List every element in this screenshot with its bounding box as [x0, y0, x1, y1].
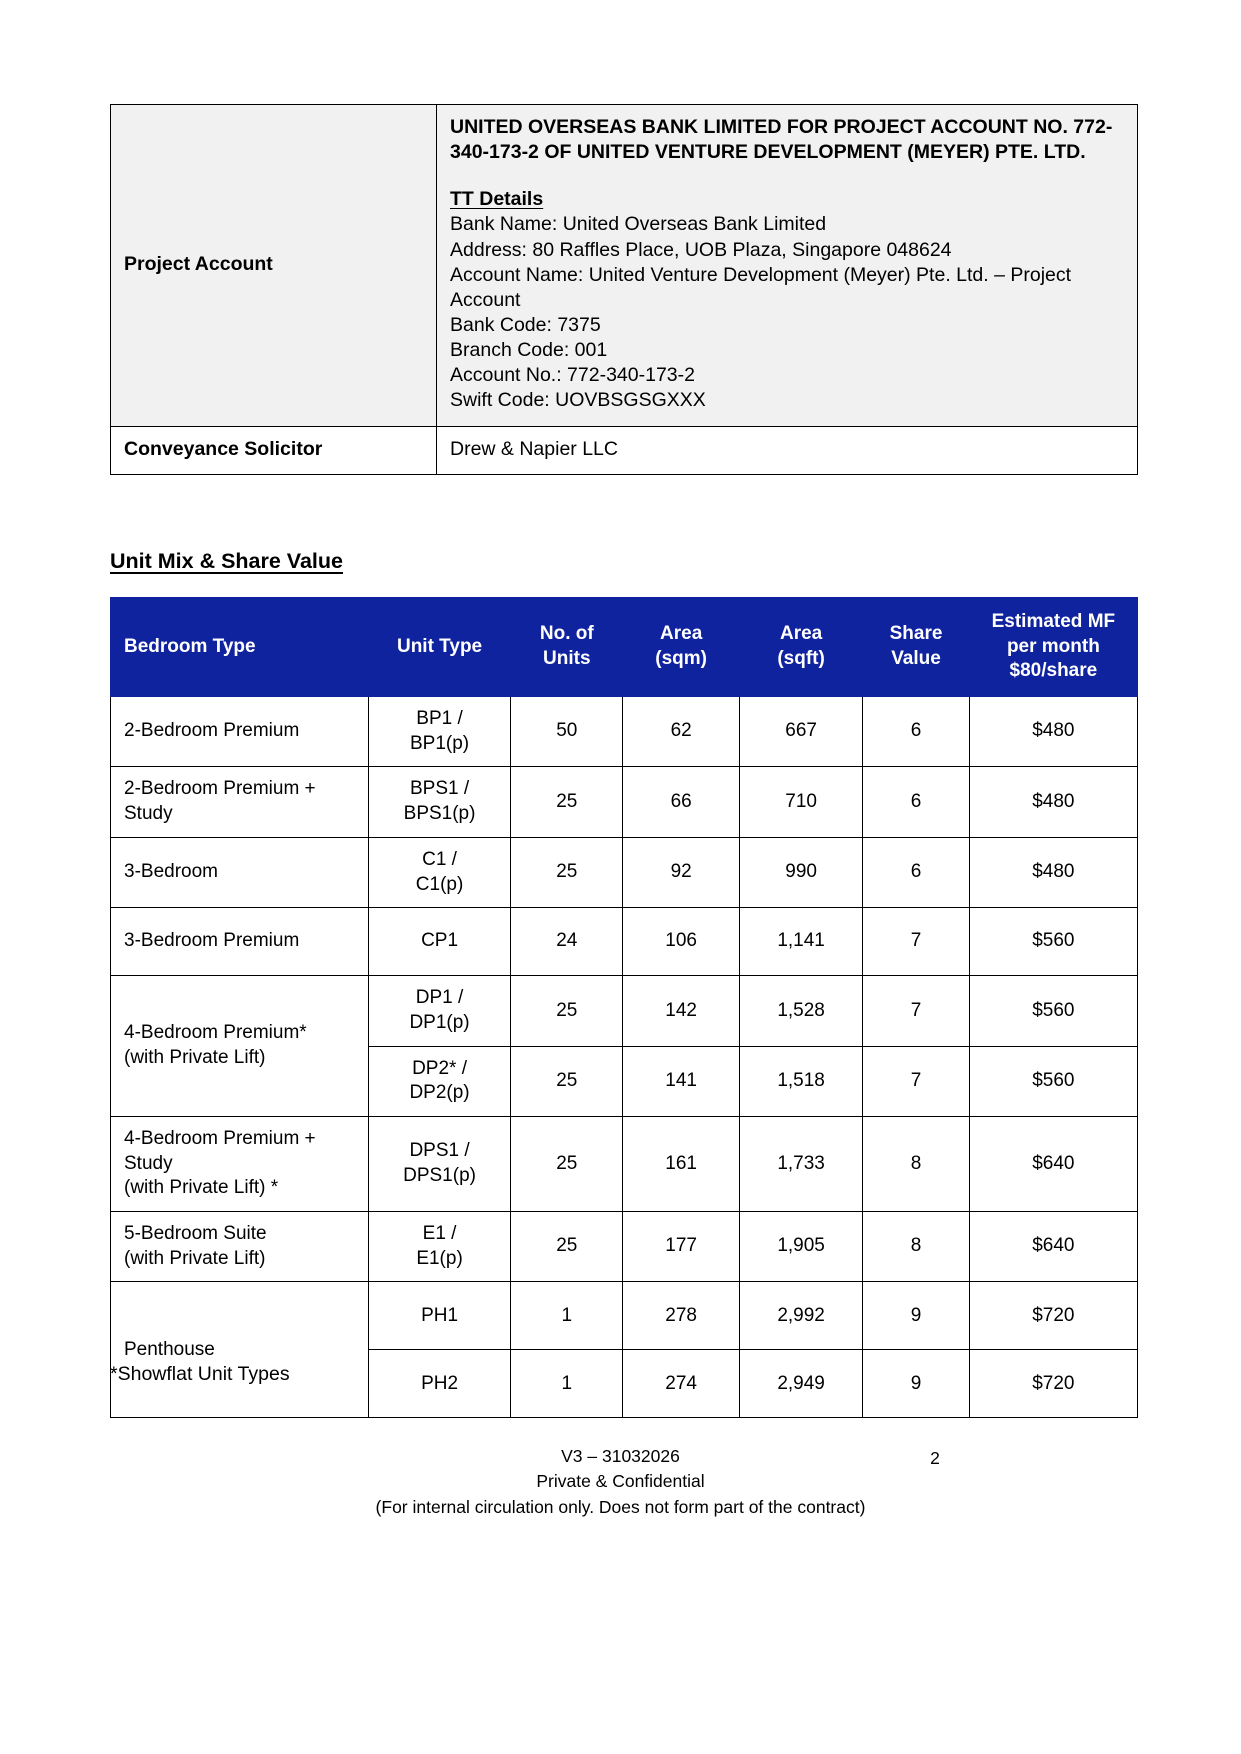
- cell-share-value: 9: [863, 1282, 970, 1350]
- unit-type-line1: DPS1 /: [409, 1140, 470, 1162]
- column-header-estimated-mf-line3: $80/share: [1009, 660, 1098, 682]
- cell-estimated-mf: $720: [969, 1350, 1137, 1418]
- conveyance-solicitor-value: Drew & Napier LLC: [437, 426, 1138, 474]
- unit-type-line1: E1 /: [422, 1223, 457, 1244]
- cell-unit-type: [368, 697, 510, 767]
- cell-bedroom-type: 2-Bedroom Premium: [111, 697, 369, 767]
- tt-account-name: Account Name: United Venture Development (Meyer) Pte. Ltd. – Project Account: [450, 263, 1076, 311]
- page-number: 2: [930, 1448, 940, 1468]
- bedroom-type-line2: (with Private Lift): [124, 1047, 266, 1069]
- cell-no-of-units: 24: [511, 908, 623, 976]
- cell-share-value: 6: [863, 697, 970, 767]
- unit-type-line1: BPS1 /: [409, 778, 470, 800]
- column-header-estimated-mf-line2: per month: [1006, 635, 1100, 657]
- footer-circulation: (For internal circulation only. Does not form part of the contract): [375, 1496, 866, 1517]
- unit-mix-share-value-table: [110, 597, 1138, 1418]
- cell-area-sqft: 1,141: [739, 908, 862, 976]
- page-footer: [0, 1444, 1241, 1520]
- table-row-conveyance-solicitor: [111, 426, 1138, 474]
- cell-area-sqft: 667: [739, 697, 862, 767]
- bedroom-type-line1: 4-Bedroom Premium*: [124, 1022, 307, 1044]
- bedroom-type-line2: Study: [124, 1152, 173, 1174]
- column-header-area-sqft-line1: Area: [779, 623, 823, 645]
- column-header-area-sqm-line2: (sqm): [655, 648, 707, 670]
- table-row: [111, 908, 1138, 976]
- cell-bedroom-type: 3-Bedroom: [111, 837, 369, 907]
- tt-swift-code: Swift Code: UOVBSGSGXXX: [450, 389, 706, 412]
- cell-share-value: 9: [863, 1350, 970, 1418]
- cell-estimated-mf: $480: [969, 837, 1137, 907]
- cell-estimated-mf: $640: [969, 1116, 1137, 1211]
- column-header-area-sqm: [623, 598, 740, 697]
- project-account-value: [437, 105, 1138, 427]
- tt-account-no: Account No.: 772-340-173-2: [450, 364, 695, 387]
- column-header-share-value-line2: Value: [891, 648, 941, 670]
- cell-unit-type: [368, 837, 510, 907]
- cell-share-value: 6: [863, 767, 970, 837]
- cell-area-sqm: 161: [623, 1116, 740, 1211]
- cell-area-sqft: 2,949: [739, 1350, 862, 1418]
- column-header-share-value-line1: Share: [889, 623, 943, 645]
- bedroom-type-line2: (with Private Lift): [124, 1247, 266, 1269]
- cell-share-value: 7: [863, 908, 970, 976]
- table-row: [111, 1116, 1138, 1211]
- cell-no-of-units: 1: [511, 1282, 623, 1350]
- cell-bedroom-type: [111, 1212, 369, 1282]
- cell-bedroom-type: 3-Bedroom Premium: [111, 908, 369, 976]
- cell-bedroom-type-merged-penthouse: Penthouse: [111, 1282, 369, 1418]
- unit-type-line1: C1 /: [422, 848, 457, 870]
- column-header-no-of-units: [511, 598, 623, 697]
- table-row-project-account: [111, 105, 1138, 427]
- unit-type-line1: DP2* /: [412, 1057, 467, 1079]
- cell-area-sqm: 278: [623, 1282, 740, 1350]
- column-header-unit-type: Unit Type: [368, 598, 510, 697]
- cell-no-of-units: 25: [511, 767, 623, 837]
- cell-area-sqft: 1,528: [739, 976, 862, 1046]
- cell-area-sqm: 92: [623, 837, 740, 907]
- table-row: [111, 1282, 1138, 1350]
- unit-type-line1: BP1 /: [416, 708, 463, 730]
- tt-bank-code: Bank Code: 7375: [450, 313, 601, 336]
- cell-estimated-mf: $720: [969, 1282, 1137, 1350]
- tt-details-title: TT Details: [450, 188, 544, 211]
- cell-area-sqm: 62: [623, 697, 740, 767]
- cell-estimated-mf: $560: [969, 1046, 1137, 1116]
- table-row: [111, 1212, 1138, 1282]
- cell-area-sqm: 177: [623, 1212, 740, 1282]
- cell-no-of-units: 50: [511, 697, 623, 767]
- column-header-no-of-units-line1: No. of: [539, 623, 594, 645]
- unit-type-line1: DP1 /: [415, 987, 464, 1009]
- bedroom-type-line1: 2-Bedroom Premium +: [124, 778, 316, 800]
- cell-area-sqm: 274: [623, 1350, 740, 1418]
- cell-estimated-mf: $480: [969, 767, 1137, 837]
- project-details-table: [110, 104, 1138, 475]
- column-header-estimated-mf-line1: Estimated MF: [991, 611, 1116, 632]
- cell-bedroom-type: [111, 767, 369, 837]
- spacer: [450, 167, 1125, 187]
- table-row: [111, 767, 1138, 837]
- page-title: Unit Mix & Share Value: [110, 549, 343, 573]
- unit-type-line2: DP2(p): [409, 1082, 470, 1104]
- tt-bank-name: Bank Name: United Overseas Bank Limited: [450, 213, 827, 236]
- cell-bedroom-type: [111, 1116, 369, 1211]
- cell-estimated-mf: $480: [969, 697, 1137, 767]
- footer-confidential: Private & Confidential: [536, 1471, 705, 1492]
- bedroom-type-line1: 4-Bedroom Premium +: [124, 1127, 316, 1149]
- cell-unit-type: [368, 1116, 510, 1211]
- cell-share-value: 8: [863, 1212, 970, 1282]
- cell-unit-type: [368, 976, 510, 1046]
- cell-unit-type: PH2: [368, 1350, 510, 1418]
- cell-unit-type: [368, 1046, 510, 1116]
- cell-area-sqft: 2,992: [739, 1282, 862, 1350]
- cell-no-of-units: 25: [511, 1116, 623, 1211]
- cell-area-sqft: 1,733: [739, 1116, 862, 1211]
- cell-area-sqm: 142: [623, 976, 740, 1046]
- table-row: [111, 976, 1138, 1046]
- cell-no-of-units: 25: [511, 837, 623, 907]
- unit-type-line2: E1(p): [416, 1247, 463, 1269]
- showflat-note: *Showflat Unit Types: [110, 1363, 290, 1385]
- cell-area-sqft: 710: [739, 767, 862, 837]
- column-header-estimated-mf: [969, 598, 1137, 697]
- unit-type-line2: BP1(p): [409, 732, 470, 754]
- column-header-bedroom-type: Bedroom Type: [111, 598, 369, 697]
- unit-type-line2: DPS1(p): [403, 1164, 476, 1186]
- cell-no-of-units: 1: [511, 1350, 623, 1418]
- unit-type-line2: C1(p): [415, 873, 464, 895]
- column-header-area-sqft-line2: (sqft): [777, 648, 825, 670]
- conveyance-solicitor-label: Conveyance Solicitor: [111, 426, 437, 474]
- cell-unit-type: PH1: [368, 1282, 510, 1350]
- column-header-area-sqft: [739, 598, 862, 697]
- table-row: [111, 837, 1138, 907]
- footer-version: V3 – 31032026: [561, 1446, 680, 1466]
- cell-unit-type: [368, 767, 510, 837]
- cell-no-of-units: 25: [511, 1212, 623, 1282]
- cell-area-sqft: 1,905: [739, 1212, 862, 1282]
- cell-share-value: 7: [863, 1046, 970, 1116]
- cell-area-sqm: 106: [623, 908, 740, 976]
- column-header-area-sqm-line1: Area: [660, 623, 703, 645]
- project-account-title: UNITED OVERSEAS BANK LIMITED FOR PROJECT ACCOUNT NO. 772-340-173-2 OF UNITED VENTURE DEVELOPMENT (MEYER) PTE. LTD.: [450, 116, 1113, 164]
- cell-share-value: 6: [863, 837, 970, 907]
- cell-area-sqft: 990: [739, 837, 862, 907]
- cell-area-sqm: 66: [623, 767, 740, 837]
- unit-type-line2: DP1(p): [409, 1011, 470, 1033]
- column-header-no-of-units-line2: Units: [543, 648, 591, 670]
- cell-estimated-mf: $560: [969, 908, 1137, 976]
- project-account-label: Project Account: [111, 105, 437, 427]
- cell-bedroom-type-merged-4br: [111, 976, 369, 1117]
- table-header-row: [111, 598, 1138, 697]
- cell-unit-type: CP1: [368, 908, 510, 976]
- column-header-share-value: [863, 598, 970, 697]
- tt-branch-code: Branch Code: 001: [450, 339, 608, 362]
- bedroom-type-line1: 5-Bedroom Suite: [124, 1223, 267, 1244]
- cell-estimated-mf: $560: [969, 976, 1137, 1046]
- bedroom-type-line2: Study: [124, 803, 173, 825]
- table-row: [111, 697, 1138, 767]
- cell-share-value: 7: [863, 976, 970, 1046]
- cell-unit-type: [368, 1212, 510, 1282]
- cell-area-sqft: 1,518: [739, 1046, 862, 1116]
- cell-share-value: 8: [863, 1116, 970, 1211]
- cell-estimated-mf: $640: [969, 1212, 1137, 1282]
- cell-no-of-units: 25: [511, 1046, 623, 1116]
- cell-no-of-units: 25: [511, 976, 623, 1046]
- unit-type-line2: BPS1(p): [403, 803, 476, 825]
- cell-area-sqm: 141: [623, 1046, 740, 1116]
- bedroom-type-line3: (with Private Lift) *: [124, 1177, 279, 1199]
- tt-address: Address: 80 Raffles Place, UOB Plaza, Singapore 048624: [450, 238, 952, 261]
